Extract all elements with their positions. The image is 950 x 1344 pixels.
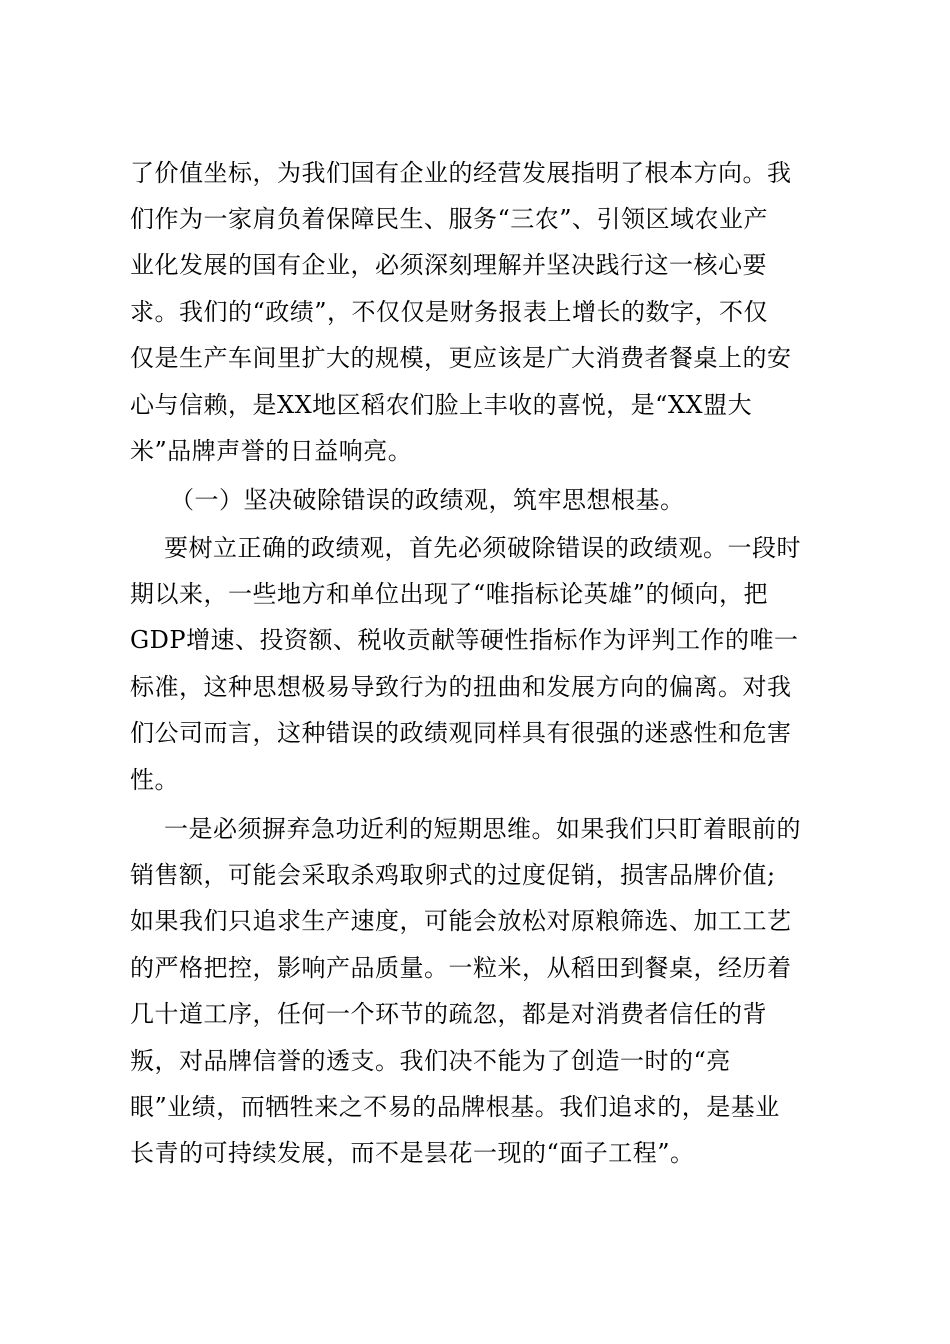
text-line: 眼”业绩，而牺牲来之不易的品牌根基。我们追求的，是基业 (130, 1093, 780, 1121)
text-line: 业化发展的国有企业，必须深刻理解并坚决践行这一核心要 (130, 251, 767, 279)
text-line: 期以来，一些地方和单位出现了“唯指标论英雄”的倾向，把 (130, 580, 769, 608)
text-line: GDP增速、投资额、税收贡献等硬性指标作为评判工作的唯一 (130, 626, 799, 654)
text-line: 求。我们的“政绩”，不仅仅是财务报表上增长的数字，不仅 (130, 298, 769, 326)
text-line: 叛，对品牌信誉的透支。我们决不能为了创造一时的“亮 (130, 1047, 731, 1075)
text-line: 几十道工序，任何一个环节的疏忽，都是对消费者信任的背 (130, 1000, 767, 1028)
section-heading: （一）坚决破除错误的政绩观，筑牢思想根基。 (170, 486, 685, 514)
text-line: 一是必须摒弃急功近利的短期思维。如果我们只盯着眼前的 (164, 815, 801, 843)
text-line: 如果我们只追求生产速度，可能会放松对原粮筛选、加工工艺 (130, 907, 792, 935)
text-line: 长青的可持续发展，而不是昙花一现的“面子工程”。 (130, 1139, 695, 1167)
text-line: 标准，这种思想极易导致行为的扭曲和发展方向的偏离。对我 (130, 673, 792, 701)
text-line: 心与信赖，是XX地区稻农们脸上丰收的喜悦，是“XX盟大 (130, 391, 753, 419)
text-line: 销售额，可能会采取杀鸡取卵式的过度促销，损害品牌价值; (130, 861, 776, 889)
text-line: 们公司而言，这种错误的政绩观同样具有很强的迷惑性和危害 (130, 719, 792, 747)
text-line: 的严格把控，影响产品质量。一粒米，从稻田到餐桌，经历着 (130, 954, 792, 982)
text-line: 米”品牌声誉的日益响亮。 (130, 437, 413, 465)
text-line: 仅是生产车间里扩大的规模，更应该是广大消费者餐桌上的安 (130, 344, 792, 372)
text-line: 要树立正确的政绩观，首先必须破除错误的政绩观。一段时 (164, 534, 801, 562)
text-line: 性。 (130, 766, 179, 794)
text-line: 了价值坐标，为我们国有企业的经营发展指明了根本方向。我 (130, 159, 792, 187)
text-line: 们作为一家肩负着保障民生、服务“三农”、引领区域农业产 (130, 205, 769, 233)
